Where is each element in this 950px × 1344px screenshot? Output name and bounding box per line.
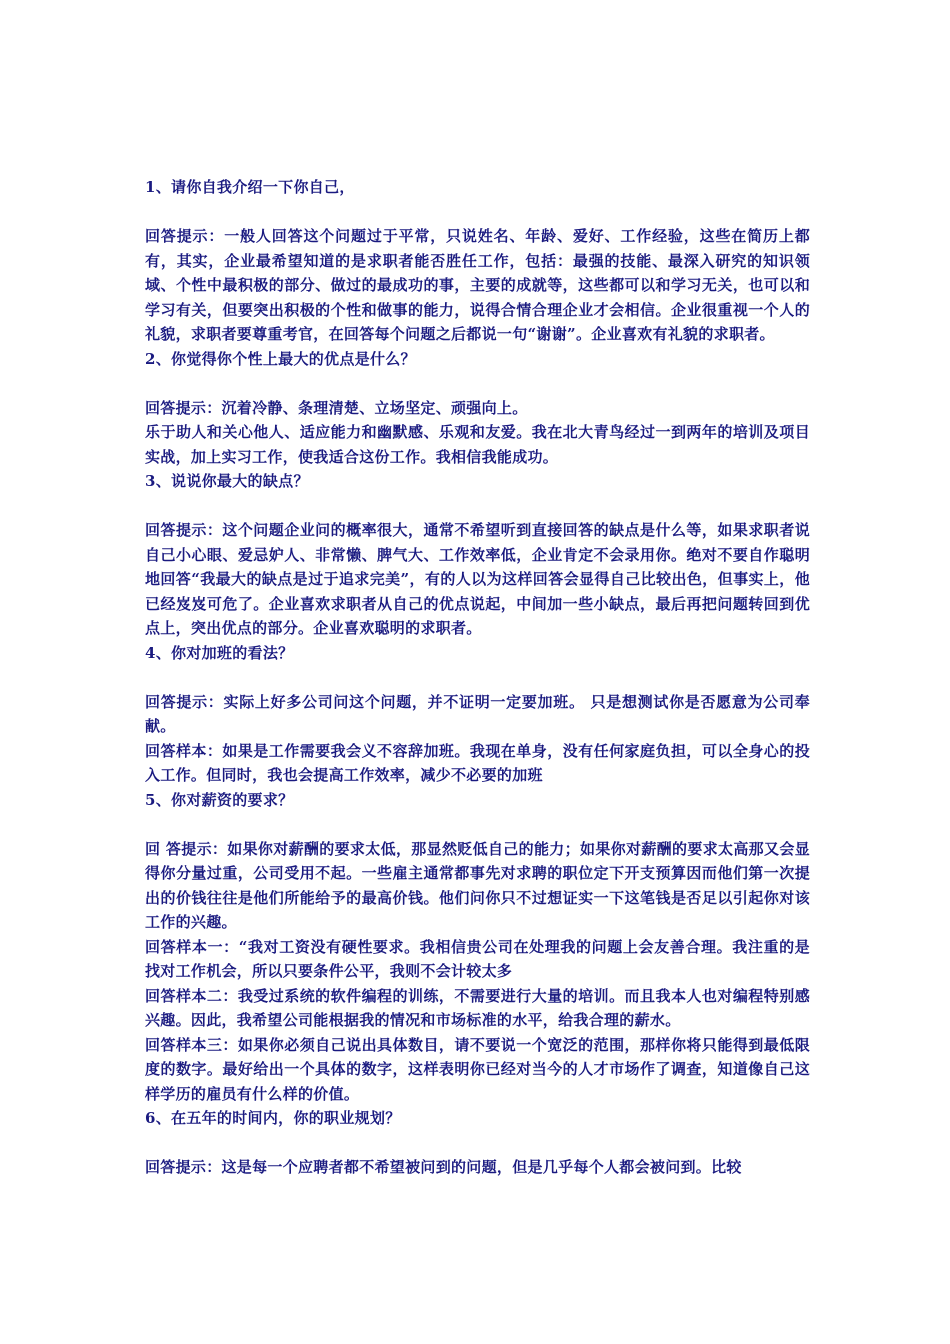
question-2: 2、你觉得你个性上最大的优点是什么？ <box>145 349 416 368</box>
answer-hint-2: 回答提示：沉着冷静、条理清楚、立场坚定、顽强向上。 <box>145 398 528 417</box>
answer-hint-1: 回答提示：一般人回答这个问题过于平常，只说姓名、年龄、爱好、工作经验，这些在简历上都有，其实，企业最希望知道的是求职者能否胜任工作，包括：最强的技能、最深入研究的知识领域、个性中最积极的部分、做过的最成功的事，主要的成就等，这些都可以和学习无关，也可以和学习有关，但要突出积极的个性和做事的能力，说得合情合理企业才会相信。企业很重视一个人的礼貌，求职者要尊重考官，在回答每个问题之后都说一句“谢谢”。企业喜欢有礼貌的求职者。 <box>145 227 810 343</box>
answer-sample-5-2: 回答样本二：我受过系统的软件编程的训练，不需要进行大量的培训。而且我本人也对编程特别感兴趣。因此，我希望公司能根据我的情况和市场标准的水平，给我合理的薪水。 <box>145 986 810 1029</box>
answer-hint-5: 回 答提示：如果你对薪酬的要求太低，那显然贬低自己的能力；如果你对薪酬的要求太高那又会显得你分量过重，公司受用不起。一些雇主通常都事先对求聘的职位定下开支预算因而他们第一次提出的价钱往往是他们所能给予的最高价钱。他们问你只不过想证实一下这笔钱是否足以引起你对该工作的兴趣。 <box>145 839 810 931</box>
answer-sample-5-3: 回答样本三：如果你必须自己说出具体数目，请不要说一个宽泛的范围，那样你将只能得到最低限度的数字。最好给出一个具体的数字，这样表明你已经对当今的人才市场作了调查，知道像自己这样学历的雇员有什么样的价值。 <box>145 1035 810 1103</box>
answer-hint-6: 回答提示：这是每一个应聘者都不希望被问到的问题，但是几乎每个人都会被问到。比较 <box>145 1158 742 1176</box>
question-3: 3、说说你最大的缺点？ <box>145 472 309 490</box>
answer-sample-5-1: 回答样本一：“我对工资没有硬性要求。我相信贵公司在处理我的问题上会友善合理。我注重的是找对工作机会，所以只要条件公平，我则不会计较太多 <box>145 937 810 980</box>
answer-detail-2: 乐于助人和关心他人、适应能力和幽默感、乐观和友爱。我在北大青鸟经过一到两年的培训及项目实战，加上实习工作，使我适合这份工作。我相信我能成功。 <box>145 423 810 466</box>
document-page <box>145 175 810 1180</box>
answer-hint-4: 回答提示：实际上好多公司问这个问题，并不证明一定要加班。 只是想测试你是否愿意为公司奉献。 <box>145 692 810 735</box>
question-6: 6、在五年的时间内，你的职业规划？ <box>145 1109 401 1127</box>
answer-sample-4: 回答样本：如果是工作需要我会义不容辞加班。我现在单身，没有任何家庭负担，可以全身心的投入工作。但同时，我也会提高工作效率，减少不必要的加班 <box>145 741 810 784</box>
question-4: 4、你对加班的看法？ <box>145 643 294 662</box>
question-5: 5、你对薪资的要求？ <box>145 790 294 809</box>
question-1: 1、请你自我介绍一下你自己， <box>145 178 355 196</box>
answer-hint-3: 回答提示：这个问题企业问的概率很大，通常不希望听到直接回答的缺点是什么等，如果求职者说自己小心眼、爱忌妒人、非常懒、脾气大、工作效率低，企业肯定不会录用你。绝对不要自作聪明地回答“我最大的缺点是过于追求完美”，有的人以为这样回答会显得自己比较出色，但事实上，他已经岌岌可危了。企业喜欢求职者从自己的优点说起，中间加一些小缺点，最后再把问题转回到优点上，突出优点的部分。企业喜欢聪明的求职者。 <box>145 521 810 637</box>
